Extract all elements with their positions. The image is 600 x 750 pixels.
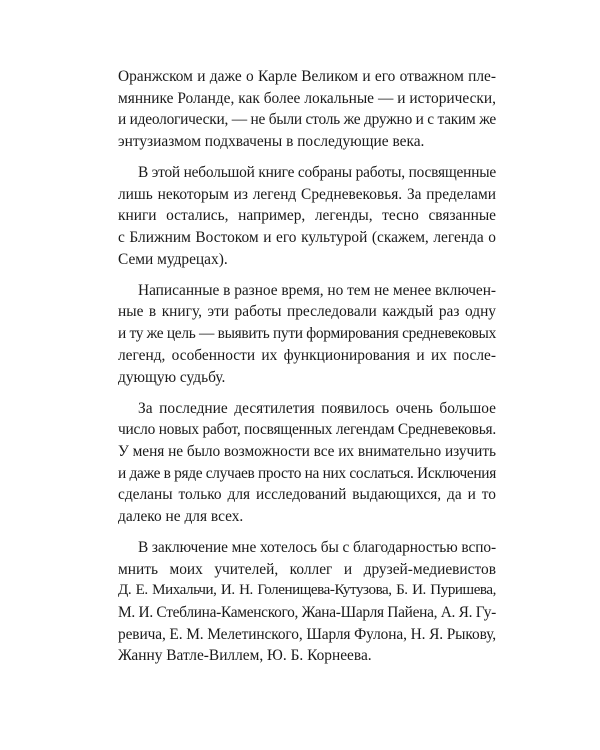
text-line: У меня не было возможности все их внимательно изучить [118,442,496,460]
text-line: ные в книгу, эти работы преследовали каждый раз одну [118,303,496,321]
text-line: легенд, особенности их функционирования и их после- [118,346,496,364]
text-line: энтузиазмом подхвачены в последующие века. [118,133,425,151]
text-line: и ту же цель — выявить пути формирования средневековых [118,325,496,343]
text-line: лишь некоторым из легенд Средневековья. За пределами [118,185,496,203]
text-line: Д. Е. Михальчи, И. Н. Голенищева-Кутузова, Б. И. Пуришева, [118,582,496,599]
text-line: М. И. Стеблина-Каменского, Жана-Шарля Пайена, А. Я. Гу- [118,604,496,621]
paragraph-3 [118,280,496,388]
text-line: и идеологически, — не были столь же дружно и с таким же [118,111,497,129]
text-line: далеко не для всех. [118,507,244,525]
text-line: Оранжском и даже о Карле Великом и его отважном пле- [118,68,496,85]
text-line: книги остались, например, легенды, тесно связанные [118,207,496,225]
text-line: Семи мудрецах). [118,250,228,268]
text-line: За последние десятилетия появилось очень большое [138,399,496,417]
text-line: Жанну Ватле-Виллем, Ю. Б. Корнеева. [118,647,372,665]
paragraph-2 [118,162,496,270]
text-line: мяннике Роланде, как более локальные — и исторически, [118,89,496,107]
text-line: Написанные в разное время, но тем не менее включен- [138,281,496,299]
text-line: сделаны только для исследований выдающихся, да и то [118,486,496,504]
text-line: В заключение мне хотелось бы с благодарностью вспо- [138,538,496,556]
body-text [118,66,496,667]
text-line: и даже в ряде случаев просто на них сослаться. Исключения [118,464,496,482]
text-line: мнить моих учителей, коллег и друзей-медиевистов [118,560,496,578]
text-line: ревича, Е. М. Мелетинского, Шарля Фулона, Н. Я. Рыкову, [118,625,496,643]
paragraph-1 [118,66,496,153]
text-line: В этой небольшой книге собраны работы, посвященные [138,164,496,182]
text-line: с Ближним Востоком и его культурой (скажем, легенда о [118,229,496,247]
text-line: дующую судьбу. [118,368,226,386]
text-line: число новых работ, посвященных легендам Средневековья. [118,421,496,439]
paragraph-5 [118,537,496,667]
paragraph-4 [118,398,496,528]
